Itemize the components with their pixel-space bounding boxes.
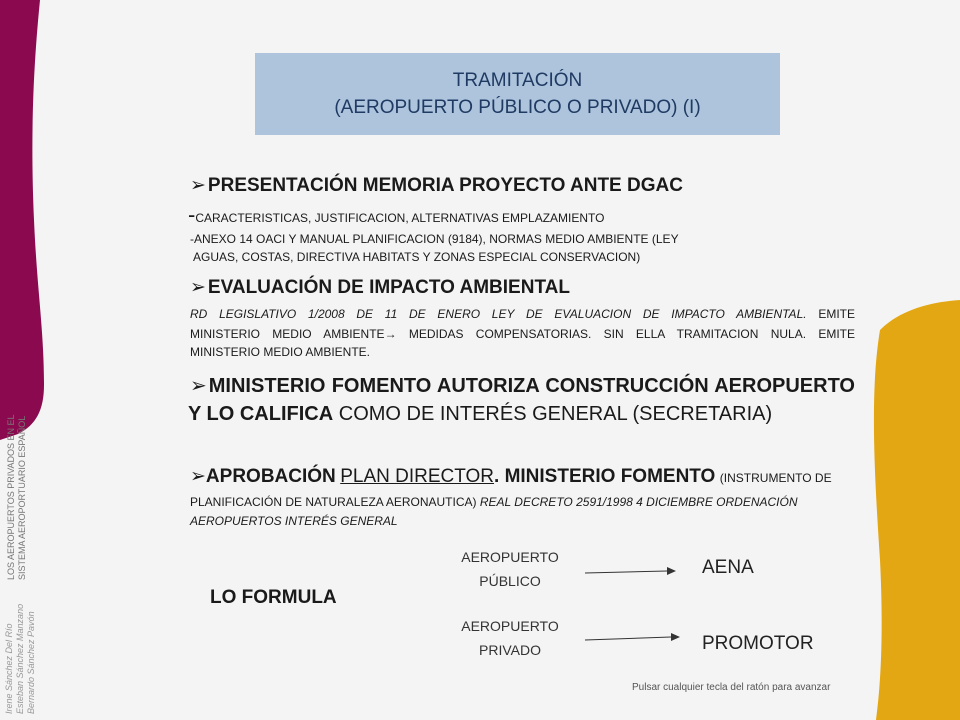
right-arrow-icon: → <box>384 327 397 341</box>
section-4-line-2: PLANIFICACIÓN DE NATURALEZA AERONAUTICA) REAL DECRETO 2591/1998 4 DICIEMBRE ORDENACIÓN <box>190 495 798 509</box>
arrow-bullet-icon: ➢ <box>190 175 206 196</box>
section-3-heading: ➢ MINISTERIO FOMENTO AUTORIZA CONSTRUCCIÓN AEROPUERTO <box>190 375 855 397</box>
section-4-line-3: AEROPUERTOS INTERÉS GENERAL <box>190 514 398 528</box>
private-target: PROMOTOR <box>702 633 814 654</box>
public-airport-label: AEROPUERTO PÚBLICO <box>461 549 559 589</box>
private-airport-label: AEROPUERTO PRIVADO <box>461 618 559 658</box>
section-2-line-3: MINISTERIO MEDIO AMBIENTE. <box>190 345 371 359</box>
formula-label: LO FORMULA <box>210 587 337 608</box>
right-band <box>874 300 960 720</box>
sidebar-title: LOS AEROPUERTOS PRIVADOS EN EL SISTEMA AEROPORTUARIO ESPAÑOL <box>6 414 27 580</box>
title-line-1: TRAMITACIÓN <box>452 70 583 91</box>
arrow-bullet-icon: ➢ <box>190 277 206 298</box>
section-2-line-1: RD LEGISLATIVO 1/2008 DE 11 DE ENERO LEY DE EVALUACION DE IMPACTO AMBIENTAL. EMITE <box>190 307 855 321</box>
advance-hint: Pulsar cualquier tecla del ratón para avanzar <box>632 682 831 693</box>
sidebar-authors: Irene Sánchez Del Río Esteban Sánchez Manzano Bernardo Sánchez Pavón <box>4 603 36 714</box>
section-1-line-3: AGUAS, COSTAS, DIRECTIVA HABITATS Y ZONAS ESPECIAL CONSERVACION) <box>193 250 641 264</box>
section-3-line-2: Y LO CALIFICA COMO DE INTERÉS GENERAL (SECRETARIA) <box>188 403 773 425</box>
title-box <box>255 53 780 135</box>
section-1-line-2: -ANEXO 14 OACI Y MANUAL PLANIFICACION (9184), NORMAS MEDIO AMBIENTE (LEY <box>190 232 679 246</box>
section-1-line-1: -CARACTERISTICAS, JUSTIFICACION, ALTERNATIVAS EMPLAZAMIENTO <box>188 202 605 227</box>
section-1-heading: ➢ PRESENTACIÓN MEMORIA PROYECTO ANTE DGAC <box>190 175 683 196</box>
title-line-2: (AEROPUERTO PÚBLICO O PRIVADO) (I) <box>334 97 701 118</box>
section-2-line-2: MINISTERIO MEDIO AMBIENTE→ MEDIDAS COMPENSATORIAS. SIN ELLA TRAMITACION NULA. EMITE <box>190 327 855 341</box>
public-arrow-icon <box>583 562 678 580</box>
arrow-bullet-icon: ➢ <box>190 466 206 487</box>
arrow-bullet-icon: ➢ <box>190 375 207 397</box>
section-4-heading: ➢APROBACIÓN PLAN DIRECTOR. MINISTERIO FOMENTO (INSTRUMENTO DE <box>190 466 832 487</box>
public-target: AENA <box>702 557 754 578</box>
section-2-heading: ➢ EVALUACIÓN DE IMPACTO AMBIENTAL <box>190 277 570 298</box>
private-arrow-icon <box>583 628 683 646</box>
left-band <box>0 0 44 440</box>
